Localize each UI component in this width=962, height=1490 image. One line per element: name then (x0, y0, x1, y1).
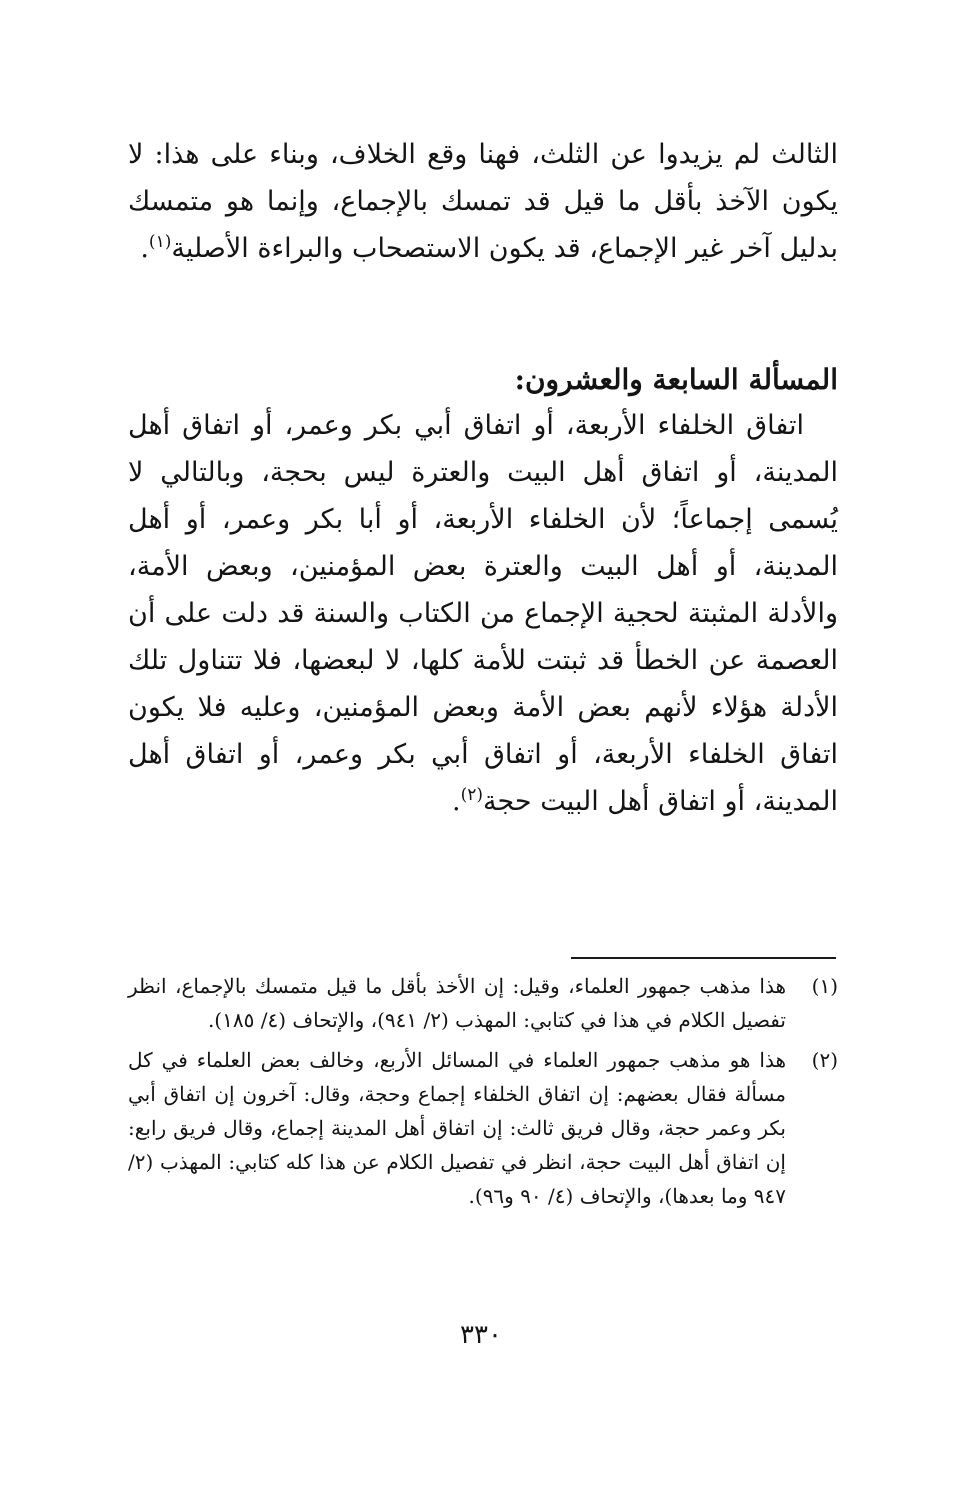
section-heading: المسألة السابعة والعشرون: (514, 363, 838, 396)
page-number: ٣٣٠ (460, 1320, 502, 1350)
footnote-text: هذا هو مذهب جمهور العلماء في المسائل الأربع، وخالف بعض العلماء في كل مسألة فقال بعضهم: إن اتفاق الخلفاء إجماع وحجة، وقال: آخرون إن اتفاق أبي بكر وعمر حجة، وقال فريق ثالث: إن اتفاق أهل المدينة إجماع، وقال فريق رابع: إن اتفاق أهل البيت حجة، انظر في تفصيل الكلام عن هذا كله كتابي: المهذب (٢/ ٩٤٧ وما بعدها)، والإتحاف (٤/ ٩٠ و٩٦). (128, 1048, 786, 1208)
footnote-1 (128, 969, 838, 1037)
paragraph-text: الثالث لم يزيدوا عن الثلث، فهنا وقع الخلاف، وبناء على هذا: لا يكون الآخذ بأقل ما قيل قد تمسك بالإجماع، وإنما هو متمسك بدليل آخر غير الإجماع، قد يكون الاستصحاب والبراءة الأصلية (128, 139, 838, 264)
footnote-ref-2[interactable]: (٢) (460, 785, 484, 805)
paragraph-continued (128, 131, 838, 272)
footnote-text: هذا مذهب جمهور العلماء، وقيل: إن الأخذ بأقل ما قيل متمسك بالإجماع، انظر تفصيل الكلام في هذا في كتابي: المهذب (٢/ ٩٤١)، والإتحاف (٤/ ١٨٥). (128, 974, 786, 1032)
footnote-number: (١) (811, 974, 838, 998)
footnote-separator (571, 957, 836, 959)
footnote-number: (٢) (811, 1048, 838, 1072)
paragraph-end-punctuation: . (452, 786, 461, 817)
footnote-2 (128, 1043, 838, 1213)
paragraph-end-punctuation: . (140, 233, 149, 264)
footnotes-section (128, 969, 838, 1219)
footnote-ref-1[interactable]: (١) (148, 232, 172, 252)
paragraph-issue-27 (128, 402, 838, 825)
paragraph-text: اتفاق الخلفاء الأربعة، أو اتفاق أبي بكر وعمر، أو اتفاق أهل المدينة، أو اتفاق أهل البيت والعترة ليس بحجة، وبالتالي لا يُسمى إجماعاً؛ لأن الخلفاء الأربعة، أو أبا بكر وعمر، أو أهل المدينة، أو أهل البيت والعترة بعض المؤمنين، وبعض الأمة، والأدلة المثبتة لحجية الإجماع من الكتاب والسنة قد دلت على أن العصمة عن الخطأ قد ثبتت للأمة كلها، لا لبعضها، فلا تتناول تلك الأدلة هؤلاء لأنهم بعض الأمة وبعض المؤمنين، وعليه فلا يكون اتفاق الخلفاء الأربعة، أو اتفاق أبي بكر وعمر، أو اتفاق أهل المدينة، أو اتفاق أهل البيت حجة (128, 410, 838, 817)
